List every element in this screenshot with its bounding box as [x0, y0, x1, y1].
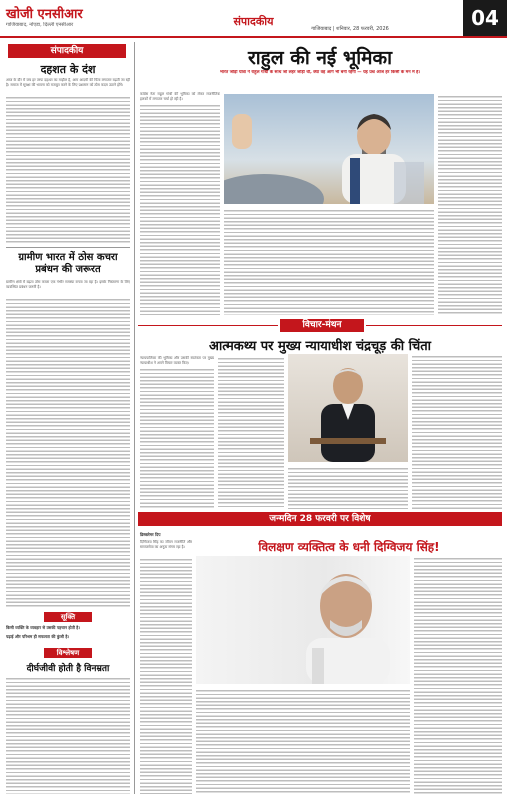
article2-snippet: ग्रामीण क्षेत्रों में बढ़ता ठोस कचरा एक गंभीर समस्या बनता जा रहा है। इसके निस्तारण के लिए व्यवस्थित प्रबंधन जरूरी है।: [6, 280, 130, 289]
lead-deck: भारत जोड़ो यात्रा ने राहुल गांधी के साथ जो लहर जोड़ी थी, क्या वह आगे भी बनी रहेगी — यह प्रश्न आज हर किसी के मन में है।: [219, 70, 421, 75]
vichar-manthan-banner: विचार-मंथन: [280, 319, 364, 332]
banner-rule: [138, 325, 278, 326]
cji-right-text: [412, 354, 502, 509]
digvijay-illustration: [196, 556, 410, 684]
issue-date: गाजियाबाद | शनिवार, 28 फरवरी, 2026: [311, 26, 389, 32]
cji-middle-text: [218, 356, 284, 509]
page-section-title: संपादकीय: [233, 15, 274, 28]
rahul-gandhi-photo: [224, 94, 434, 204]
column-divider: [134, 42, 135, 794]
article2-title: ग्रामीण भारत में ठोस कचरा प्रबंधन की जरूरत: [18, 252, 118, 275]
lead-left-text: [140, 103, 220, 315]
digvijay-middle-text: [196, 688, 410, 794]
masthead-meta: गाजियाबाद, नोएडा, दिल्ली एनसीआर: [6, 22, 74, 28]
sukti-label: सूक्ति: [44, 612, 92, 622]
article3-title: दीर्घजीवी होती है विनम्रता: [26, 664, 110, 674]
cji-article-snippet: न्यायपालिका की भूमिका और उसकी स्वतंत्रता पर मुख्य न्यायाधीश ने अपने विचार व्यक्त किए।: [140, 356, 214, 365]
sukti-line-1: किसी व्यक्ति के व्यवहार से उसकी पहचान होती है।: [6, 625, 80, 630]
chandrachud-photo: [288, 354, 408, 462]
digvijay-snippet: दिग्विजय सिंह का जीवन राजनीति और समाजसेवा का अनूठा संगम रहा है।: [140, 540, 192, 549]
newspaper-logo: खोजी एनसीआर: [6, 7, 83, 22]
masthead: [0, 0, 507, 38]
editorial-snippet: आज के दौर में जब हर तरफ दहशत का माहौल है, आम आदमी की चिंता लगातार बढ़ती जा रही है। समाज में सुरक्षा की भावना को मजबूत करने के लिए प्रशासन को ठोस कदम उठाने होंगे।: [6, 78, 130, 87]
birthday-banner: जन्मदिन 28 फरवरी पर विशेष: [138, 512, 502, 526]
digvijay-title: विलक्षण व्यक्तित्व के धनी दिग्विजय सिंह!: [258, 540, 440, 554]
editorial-body: [6, 95, 130, 243]
digvijay-left-text: [140, 557, 192, 794]
cji-left-text: [140, 367, 214, 509]
lead-right-text: [438, 94, 502, 315]
vishleshan-label: विश्लेषण: [44, 648, 92, 658]
article2-body: [6, 297, 130, 607]
lead-title: राहुल की नई भूमिका: [247, 47, 393, 69]
editorial-title: दहशत के दंश: [40, 63, 96, 76]
digvijay-byline: डिस्क्लेमर दिप: [140, 532, 161, 537]
sukti-line-2: पढ़ाई और परिश्रम ही सफलता की कुंजी है।: [6, 634, 69, 639]
digvijay-right-text: [414, 556, 502, 794]
article3-body: [6, 676, 130, 794]
lead-snippet: कांग्रेस नेता राहुल गांधी की भूमिका को लेकर राजनीतिक हलकों में लगातार चर्चा हो रही है।: [140, 92, 220, 101]
editorial-section-label: संपादकीय: [8, 44, 126, 58]
cji-photo-caption: [288, 466, 408, 509]
rahul-illustration: [224, 94, 434, 204]
page-number: 04: [463, 0, 507, 36]
cji-article-title: आत्मकथ्य पर मुख्य न्यायाधीश चंद्रचूड़ की चिंता: [209, 339, 431, 354]
divider: [6, 247, 130, 248]
banner-rule: [366, 325, 502, 326]
chandrachud-illustration: [288, 354, 408, 462]
digvijay-singh-photo: [196, 556, 410, 684]
lead-caption-text: [224, 208, 434, 315]
